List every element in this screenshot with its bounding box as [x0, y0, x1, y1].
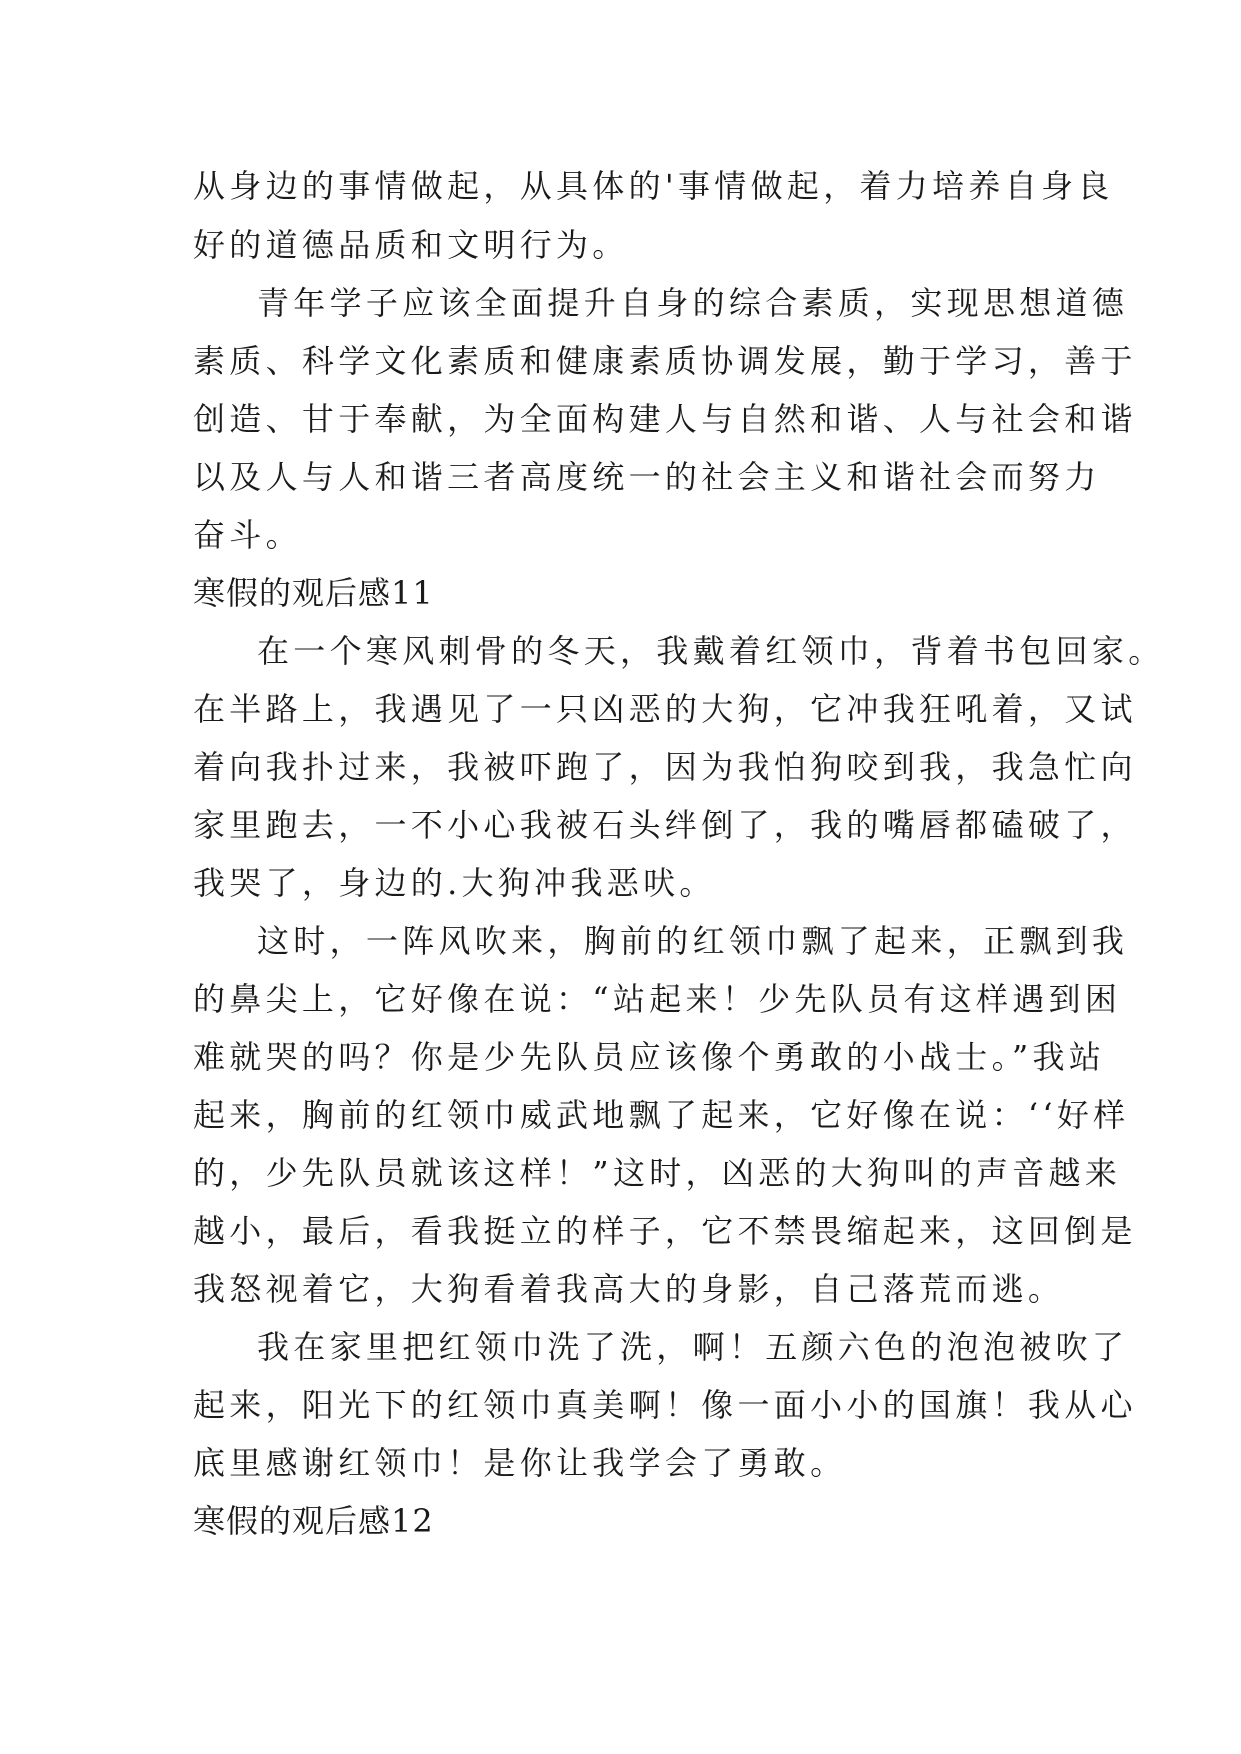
text-line: 我哭了，身边的.大狗冲我恶吠。 — [193, 864, 716, 902]
paragraph-first-line: 这时，一阵风吹来，胸前的红领巾飘了起来，正飘到我 — [257, 922, 1129, 960]
text-line: 底里感谢红领巾！是你让我学会了勇敢。 — [193, 1444, 847, 1482]
text-line: 起来，阳光下的红领巾真美啊！像一面小小的国旗！我从心 — [193, 1386, 1137, 1424]
text-line: 难就哭的吗？你是少先队员应该像个勇敢的小战士。”我站 — [193, 1038, 1106, 1076]
text-line: 好的道德品质和文明行为。 — [193, 226, 629, 264]
section-heading: 寒假的观后感12 — [193, 1502, 434, 1540]
text-line: 奋斗。 — [193, 516, 302, 554]
paragraph-first-line: 我在家里把红领巾洗了洗，啊！五颜六色的泡泡被吹了 — [257, 1328, 1129, 1366]
text-line: 在半路上，我遇见了一只凶恶的大狗，它冲我狂吼着，又试 — [193, 690, 1137, 728]
text-line: 起来，胸前的红领巾威武地飘了起来，它好像在说：‘‘好样 — [193, 1096, 1130, 1134]
text-line: 着向我扑过来，我被吓跑了，因为我怕狗咬到我，我急忙向 — [193, 748, 1137, 786]
paragraph-first-line: 青年学子应该全面提升自身的综合素质，实现思想道德 — [257, 284, 1129, 322]
paragraph-first-line: 在一个寒风刺骨的冬天，我戴着红领巾，背着书包回家。 — [257, 632, 1165, 670]
text-line: 创造、甘于奉献，为全面构建人与自然和谐、人与社会和谐 — [193, 400, 1137, 438]
text-line: 的，少先队员就该这样！”这时，凶恶的大狗叫的声音越来 — [193, 1154, 1122, 1192]
text-line: 从身边的事情做起，从具体的'事情做起，着力培养自身良 — [193, 167, 1114, 205]
text-line: 我怒视着它，大狗看着我高大的身影，自己落荒而逃。 — [193, 1270, 1065, 1308]
text-line: 家里跑去，一不小心我被石头绊倒了，我的嘴唇都磕破了， — [193, 806, 1137, 844]
text-line: 越小，最后，看我挺立的样子，它不禁畏缩起来，这回倒是 — [193, 1212, 1137, 1250]
text-line: 以及人与人和谐三者高度统一的社会主义和谐社会而努力 — [193, 458, 1101, 496]
text-line: 的鼻尖上，它好像在说：“站起来！少先队员有这样遇到困 — [193, 980, 1122, 1018]
section-heading: 寒假的观后感11 — [193, 574, 434, 612]
text-line: 素质、科学文化素质和健康素质协调发展，勤于学习，善于 — [193, 342, 1137, 380]
